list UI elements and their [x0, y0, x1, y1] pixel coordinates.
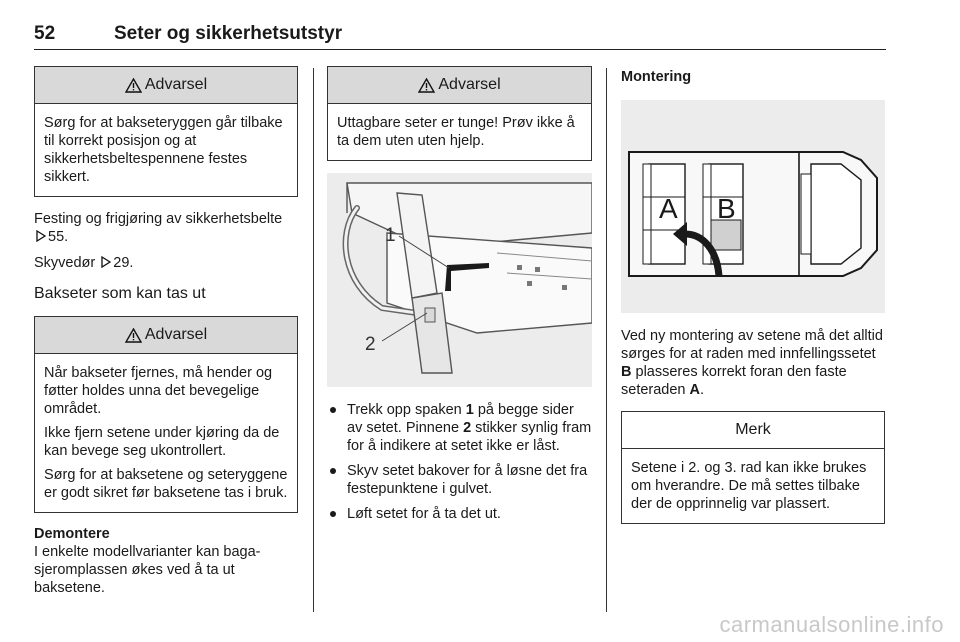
note-text: Setene i 2. og 3. rad kan ikke brukes om hverandre. De må settes tilbake der de opprinnelig var plassert.: [631, 460, 867, 512]
seat-release-drawing: [327, 173, 592, 387]
bullet-dot: [330, 468, 336, 474]
warning-heading: Advarsel: [438, 76, 501, 93]
warning-text: Uttagbare seter er tunge! Prøv ikke å ta dem uten uten hjelp.: [337, 115, 575, 149]
crossref-text: Festing og frigjøring av sikkerhetsbelte: [34, 211, 283, 227]
note-heading: Merk: [735, 421, 771, 438]
callout-label-lever: 1: [385, 225, 396, 246]
warning-triangle-icon: [418, 78, 435, 93]
warning-body: [328, 104, 591, 160]
watermark: carmanualsonline.info: [719, 612, 944, 637]
page-title: Seter og sikkerhetsutstyr: [114, 23, 343, 44]
remove-text: I enkelte modellvarianter kan bagasjeromplassen økes ved å ta ut baksetene.: [34, 544, 261, 596]
page-header: [34, 20, 886, 50]
crossref-seatbelt: [34, 210, 298, 246]
list-item: Trekk opp spaken 1 på begge sider av setet. Pinnene 2 stikker synlig fram for å indikere at setet ikke er låst.: [327, 401, 592, 455]
page-ref-arrow-icon: [101, 256, 111, 268]
seat-layout-illustration: [621, 100, 885, 313]
crossref-page: 29.: [113, 255, 134, 271]
note-box: [621, 411, 885, 524]
list-item: Skyv setet bakover for å løsne det fra festepunktene i gulvet.: [327, 462, 592, 498]
subheading-install: Montering: [621, 69, 692, 85]
section-heading: Bakseter som kan tas ut: [34, 285, 206, 302]
warning-paragraph: Sørg for at baksetene og seteryggene er godt sikret før baksetene tas i bruk.: [44, 467, 288, 501]
column-middle: [327, 66, 592, 523]
warning-box-seatback: [34, 66, 298, 197]
page-number: 52: [34, 23, 56, 44]
warning-text: Sørg for at bakseteryggen går tilbake til korrekt posisjon og at sikkerhetsbeltespennene festes sikkert.: [44, 115, 283, 185]
column-left: [34, 66, 298, 597]
column-divider-2: [606, 68, 607, 612]
bullet-dot: [330, 511, 336, 517]
seat-release-illustration: [327, 173, 592, 387]
page-ref-arrow-icon: [36, 230, 46, 242]
warning-heading: Advarsel: [144, 326, 208, 343]
crossref-text: Skyvedør: [34, 255, 96, 271]
bullet-dot: [330, 407, 336, 413]
warning-header: [35, 67, 297, 104]
warning-body: [35, 354, 297, 512]
warning-paragraph: Når bakseter fjernes, må hender og føtter holdes unna det bevegelige området.: [44, 365, 273, 417]
crossref-page: 55.: [48, 229, 69, 245]
warning-heading: Advarsel: [144, 76, 208, 93]
warning-body: [35, 104, 297, 196]
van-floorplan-drawing: [621, 100, 885, 313]
note-header: [622, 412, 884, 449]
seat-row-label-b: B: [717, 193, 736, 224]
column-divider-1: [313, 68, 314, 612]
crossref-sliding-door: [34, 254, 298, 272]
warning-triangle-icon: [125, 328, 142, 343]
note-body: [622, 449, 884, 523]
warning-header: [328, 67, 591, 104]
subheading-remove: Demontere: [34, 526, 110, 542]
removal-steps: [327, 401, 592, 523]
column-right: [621, 66, 885, 524]
warning-triangle-icon: [125, 78, 142, 93]
warning-paragraph: Ikke fjern setene under kjøring da de kan bevege seg ukontrollert.: [44, 425, 280, 459]
warning-box-heavy-seats: [327, 66, 592, 161]
list-item: Løft setet for å ta det ut.: [327, 505, 592, 523]
install-text: Ved ny montering av setene må det alltid sørges for at raden med innfellingssetet B plasseres korrekt foran den faste seteraden A.: [621, 328, 883, 398]
warning-header: [35, 317, 297, 354]
callout-label-pins: 2: [365, 334, 376, 355]
seat-row-label-a: A: [659, 193, 678, 224]
warning-box-removal: [34, 316, 298, 513]
